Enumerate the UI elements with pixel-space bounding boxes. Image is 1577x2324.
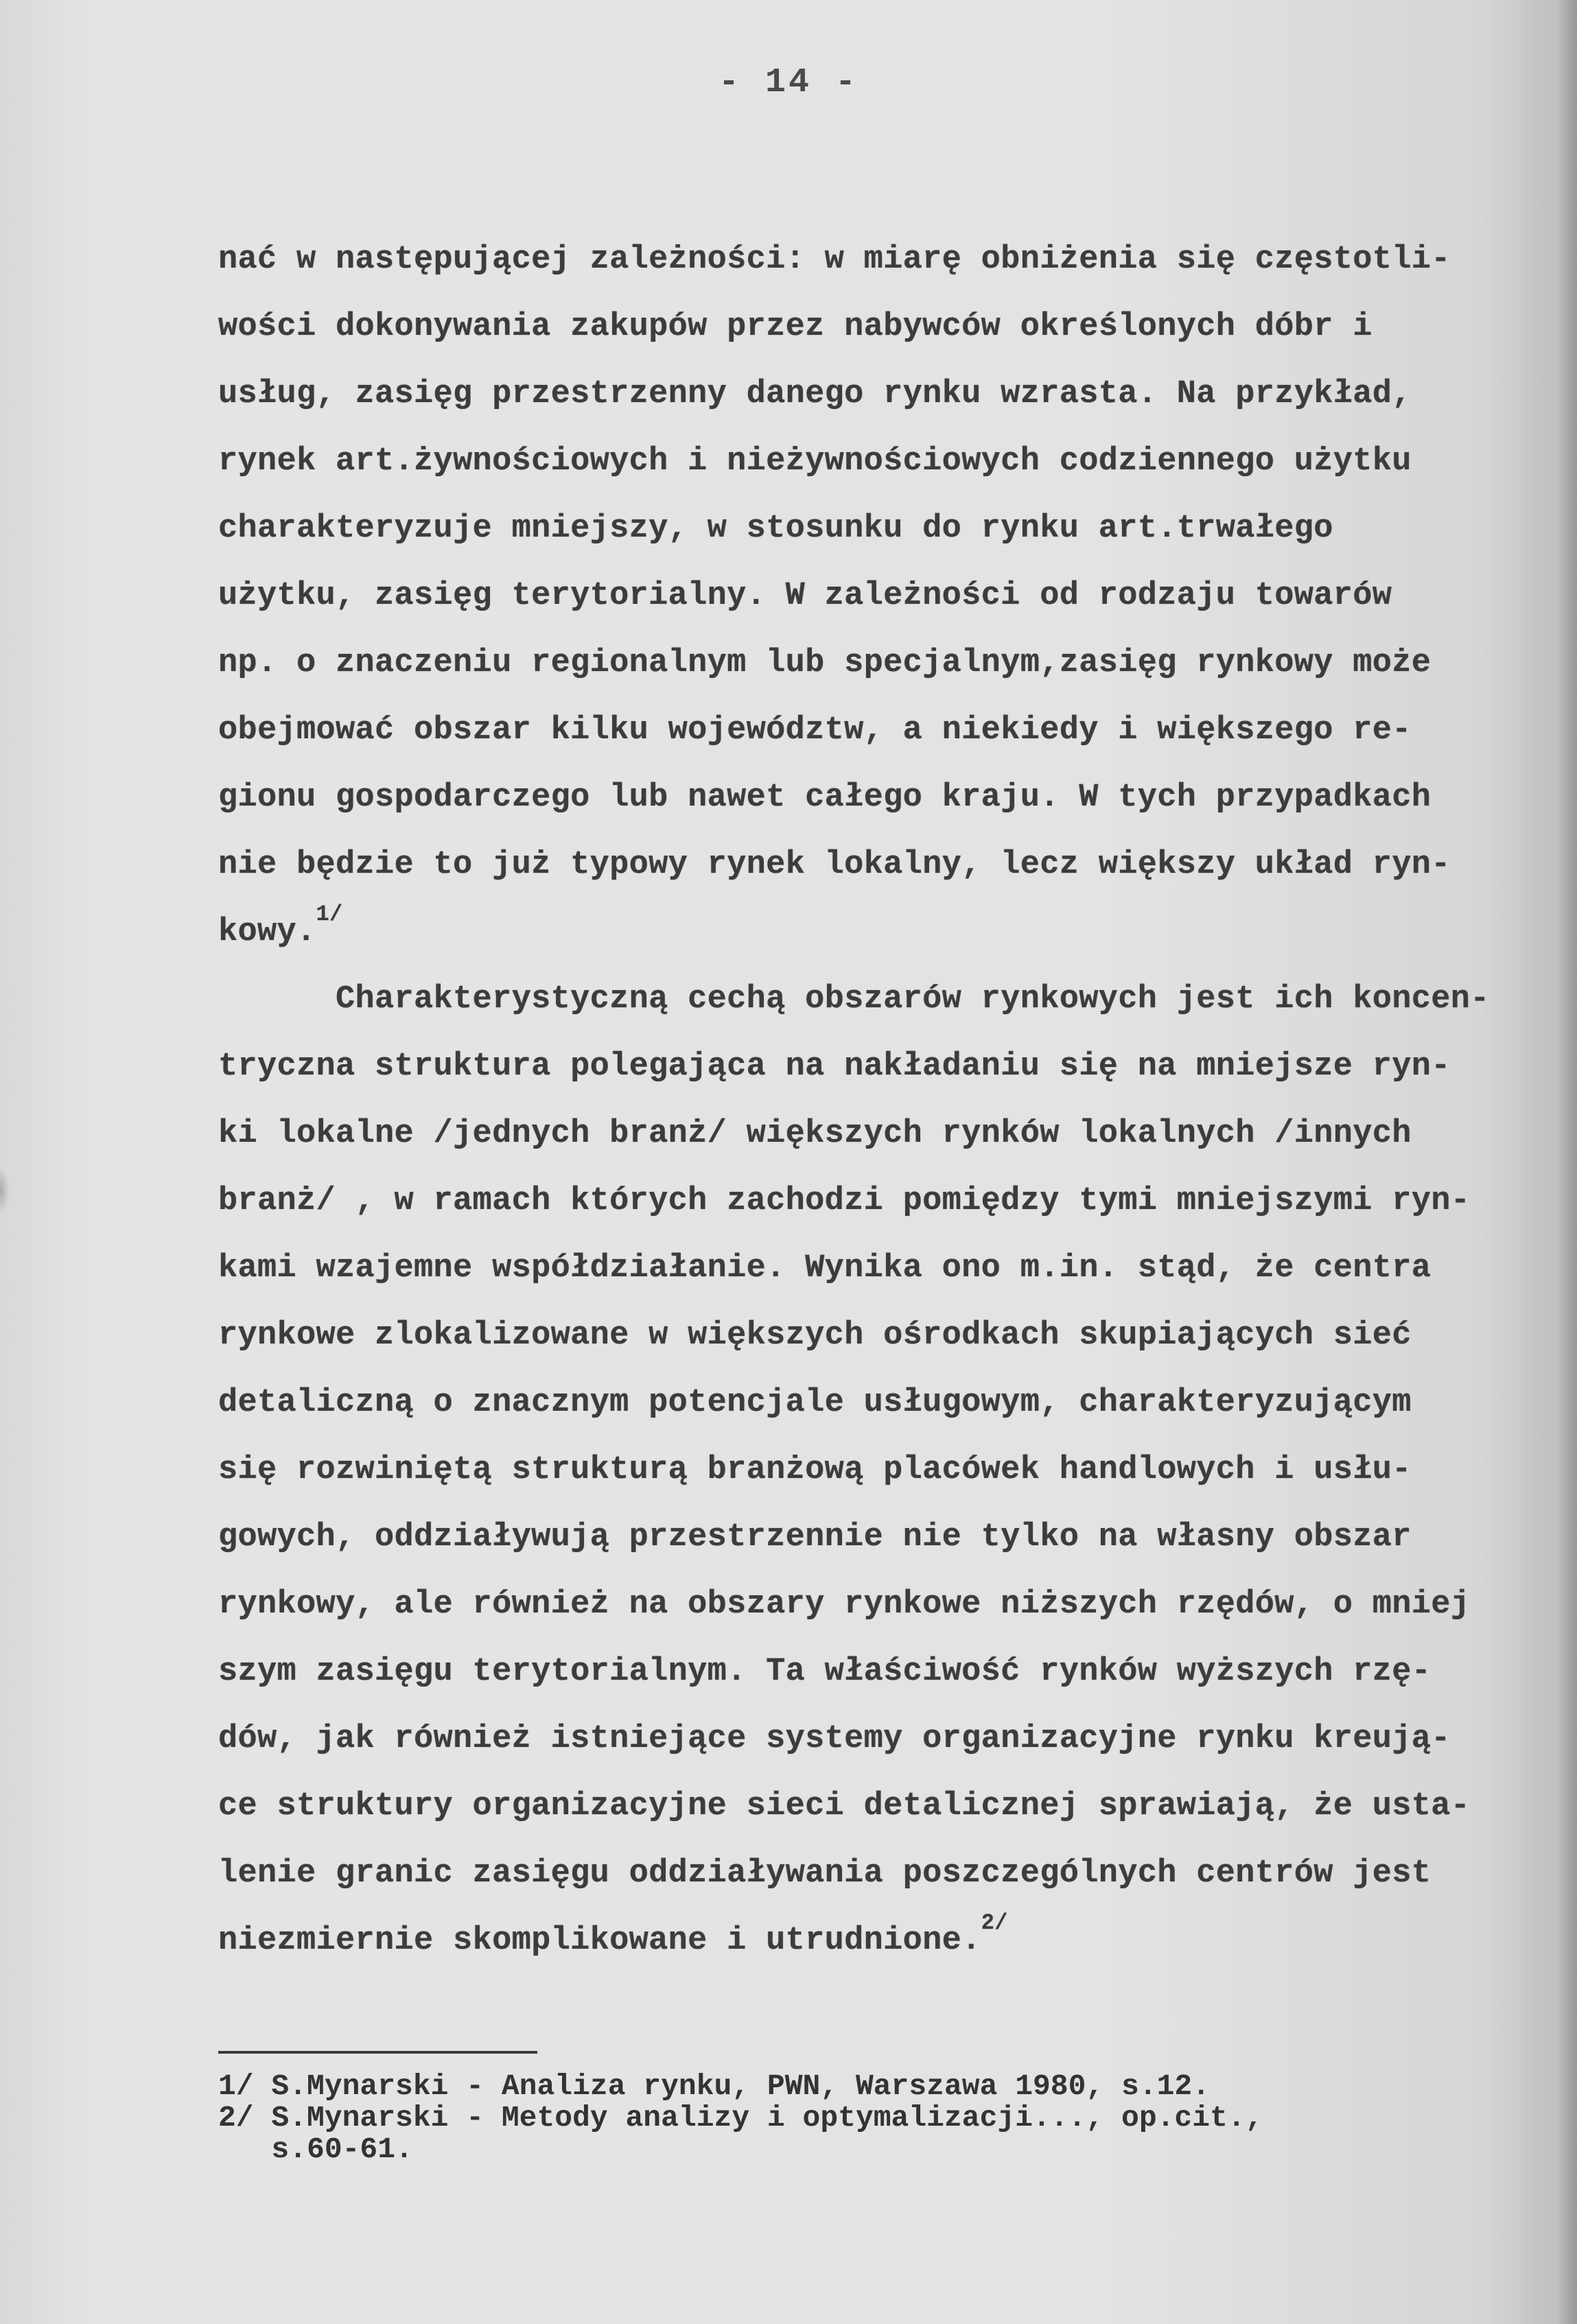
line-text: niezmiernie skomplikowane i utrudnione. [218,1923,981,1959]
text-line: rynkowe zlokalizowane w większych ośrodkach skupiających sieć [218,1317,1412,1354]
text-line-last [218,1908,1508,1975]
footnote-1: 1/ S.Mynarski - Analiza rynku, PWN, Warszawa 1980, s.12. [218,2069,1211,2103]
footnote-separator [218,2051,537,2054]
footnote-ref-2: 2/ [981,1910,1008,1936]
text-line: dów, jak również istniejące systemy organizacyjne rynku kreują- [218,1721,1451,1757]
text-line: ki lokalne /jednych branż/ większych rynków lokalnych /innych [218,1116,1412,1152]
text-line: obejmować obszar kilku województw, a niekiedy i większego re- [218,712,1412,749]
footnotes [218,2071,1508,2165]
text-line: wości dokonywania zakupów przez nabywców określonych dóbr i [218,309,1372,345]
text-line: gionu gospodarczego lub nawet całego kraju. W tych przypadkach [218,779,1432,816]
text-line: rynkowy, ale również na obszary rynkowe niższych rzędów, o mniej [218,1586,1471,1623]
text-line: użytku, zasięg terytorialny. W zależności od rodzaju towarów [218,578,1392,614]
text-line: nać w następującej zależności: w miarę obniżenia się częstotli- [218,242,1451,278]
text-line: gowych, oddziaływują przestrzennie nie tylko na własny obszar [218,1519,1412,1556]
text-line-last [218,899,1508,966]
text-line: branż/ , w ramach których zachodzi pomiędzy tymi mniejszymi ryn- [218,1183,1471,1219]
text-line: się rozwiniętą strukturą branżową placówek handlowych i usłu- [218,1452,1412,1488]
footnote-ref-1: 1/ [316,902,343,928]
footnote-2: 2/ S.Mynarski - Metody analizy i optymalizacji..., op.cit., [218,2101,1263,2135]
text-line: lenie granic zasięgu oddziaływania poszczególnych centrów jest [218,1855,1432,1892]
text-line: Charakterystyczną cechą obszarów rynkowych jest ich koncen- [218,981,1490,1018]
line-text: kowy. [218,914,316,950]
body-text [218,226,1508,1975]
text-line: nie będzie to już typowy rynek lokalny, lecz większy układ ryn- [218,847,1451,883]
text-line: detaliczną o znacznym potencjale usługowym, charakteryzującym [218,1385,1412,1421]
page-edge-shadow [1558,0,1577,2324]
scan-artifact [0,1166,10,1214]
text-line: charakteryzuje mniejszy, w stosunku do rynku art.trwałego [218,510,1333,547]
text-line: tryczna struktura polegająca na nakładaniu się na mniejsze ryn- [218,1048,1451,1085]
text-line: kami wzajemne współdziałanie. Wynika ono m.in. stąd, że centra [218,1250,1432,1287]
text-line: np. o znaczeniu regionalnym lub specjalnym,zasięg rynkowy może [218,645,1432,681]
text-line: usług, zasięg przestrzenny danego rynku wzrasta. Na przykład, [218,376,1412,412]
text-line: ce struktury organizacyjne sieci detalicznej sprawiają, że usta- [218,1788,1471,1824]
page-number: - 14 - [718,63,859,102]
footnote-2-continuation: s.60-61. [218,2133,413,2166]
text-line: szym zasięgu terytorialnym. Ta właściwość rynków wyższych rzę- [218,1654,1432,1690]
text-line: rynek art.żywnościowych i nieżywnościowych codziennego użytku [218,443,1412,480]
